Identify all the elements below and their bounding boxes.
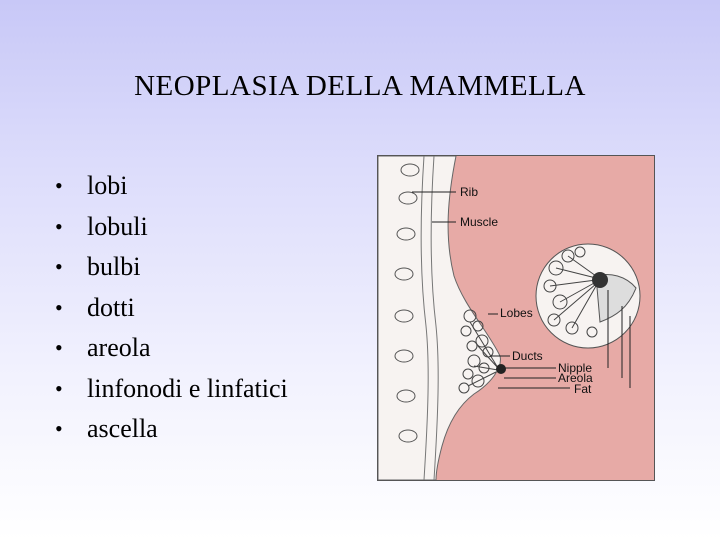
nipple-shape: [496, 364, 506, 374]
breast-anatomy-diagram: [378, 156, 654, 480]
label-fat: Fat: [574, 382, 592, 396]
bullet-item: [55, 166, 288, 207]
label-ducts: Ducts: [512, 349, 543, 363]
bullet-text: dotti: [87, 292, 135, 322]
bullet-text: areola: [87, 333, 151, 363]
bullet-text: ascella: [87, 414, 158, 444]
label-areola: Areola: [558, 371, 593, 385]
bullet-text: linfonodi e linfatici: [87, 373, 288, 403]
bullet-text: lobi: [87, 171, 128, 201]
bullet-item: [55, 409, 288, 450]
bullet-list: [55, 166, 288, 450]
bullet-item: [55, 207, 288, 248]
bullet-icon: •: [55, 375, 63, 401]
bullet-icon: •: [55, 416, 63, 442]
bullet-icon: •: [55, 173, 63, 199]
slide-title: NEOPLASIA DELLA MAMMELLA: [134, 70, 586, 102]
magnified-view: [536, 244, 640, 348]
bullet-item: [55, 369, 288, 410]
bullet-item: [55, 247, 288, 288]
bullet-icon: •: [55, 213, 63, 239]
bullet-text: lobuli: [87, 211, 148, 241]
bullet-text: bulbi: [87, 252, 141, 282]
breast-anatomy-figure: [377, 155, 655, 481]
bullet-icon: •: [55, 294, 63, 320]
label-nipple: Nipple: [558, 361, 593, 375]
bullet-icon: •: [55, 335, 63, 361]
label-muscle: Muscle: [460, 215, 499, 229]
bullet-item: [55, 328, 288, 369]
label-lobes: Lobes: [500, 306, 533, 320]
bullet-item: [55, 288, 288, 329]
label-rib: Rib: [460, 185, 479, 199]
bullet-icon: •: [55, 254, 63, 280]
